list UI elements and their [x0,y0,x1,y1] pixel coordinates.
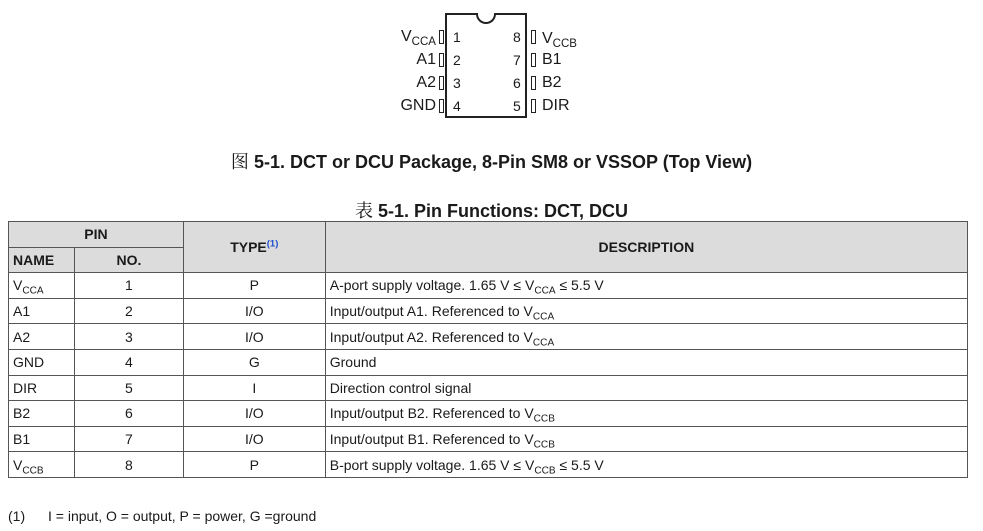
cell-type: I/O [183,324,325,350]
pin-label-b1: B1 [542,51,562,68]
figure-caption-text: 5-1. DCT or DCU Package, 8-Pin SM8 or VSSOP (Top View) [253,152,753,172]
pin-label-a1: A1 [416,51,436,68]
pin-label-dir: DIR [542,97,570,114]
pin-number-6: 6 [513,75,521,91]
cell-type: I/O [183,401,325,427]
figure-caption [0,148,983,174]
header-pin: PIN [9,222,184,248]
cell-no: 7 [74,426,183,452]
cell-type: P [183,452,325,478]
table-caption-prefix: 表 [354,201,373,222]
pin-lead-7 [531,53,536,67]
cell-name: $V_{CCB}$ [9,452,75,478]
cell-name: DIR [9,375,75,401]
cell-no: 3 [74,324,183,350]
pin-lead-3 [439,76,444,90]
cell-name: B1 [9,426,75,452]
cell-no: 8 [74,452,183,478]
cell-name: A2 [9,324,75,350]
table-row [9,349,968,375]
pin-label-gnd: GND [400,97,436,114]
figure-caption-prefix: 图 [230,152,249,173]
pin-number-3: 3 [453,75,461,91]
cell-name: GND [9,349,75,375]
table-row [9,375,968,401]
cell-type: I/O [183,426,325,452]
cell-no: 5 [74,375,183,401]
pin-number-1: 1 [453,29,461,45]
header-description: DESCRIPTION [325,222,967,273]
table-caption-text: 5-1. Pin Functions: DCT, DCU [378,201,629,221]
footnote [8,508,316,524]
table-row [9,298,968,324]
footnote-text: I = input, O = output, P = power, G =ground [48,508,317,524]
cell-type: G [183,349,325,375]
table-row [9,426,968,452]
pin-lead-1 [439,30,444,44]
cell-description: B-port supply voltage. 1.65 $V \le V_{CCB} \le 5.5$ V [325,452,967,478]
type-footnote-ref[interactable]: (1) [266,238,279,250]
pin-label-b2: B2 [542,74,562,91]
pin-label-vcca: $V_{CCA}$ [401,28,436,49]
pin-lead-6 [531,76,536,90]
cell-name: A1 [9,298,75,324]
pin-lead-5 [531,99,536,113]
cell-no: 1 [74,273,183,299]
cell-no: 2 [74,298,183,324]
cell-description: Direction control signal [325,375,967,401]
pin-label-a2: A2 [416,74,436,91]
pin-lead-2 [439,53,444,67]
pin-lead-8 [531,30,536,44]
cell-name: $V_{CCA}$ [9,273,75,299]
header-name: NAME [9,247,75,273]
table-row [9,401,968,427]
pin1-notch [476,13,496,24]
table-header-row [9,222,968,248]
header-no: NO. [74,247,183,273]
cell-name: B2 [9,401,75,427]
cell-description: Ground [325,349,967,375]
table-caption [0,197,983,223]
table-row [9,273,968,299]
footnote-number: (1) [8,508,26,524]
pin-number-7: 7 [513,52,521,68]
pin-label-vccb: $V_{CCB}$ [542,30,577,51]
cell-type: I/O [183,298,325,324]
cell-description: A-port supply voltage. 1.65 $V \le V_{CCA} \le 5.5$ V [325,273,967,299]
cell-no: 4 [74,349,183,375]
cell-type: I [183,375,325,401]
pin-number-2: 2 [453,52,461,68]
package-diagram [370,8,610,120]
header-type: TYPE$^{(1)}$ [183,222,325,273]
cell-description: Input/output A1. Referenced to $V_{CCA}$ [325,298,967,324]
table-row [9,452,968,478]
pin-functions-table [8,221,968,478]
pin-number-4: 4 [453,98,461,114]
cell-description: Input/output A2. Referenced to $V_{CCA}$ [325,324,967,350]
pin-number-8: 8 [513,29,521,45]
table-row [9,324,968,350]
pin-number-5: 5 [513,98,521,114]
cell-no: 6 [74,401,183,427]
cell-description: Input/output B1. Referenced to $V_{CCB}$ [325,426,967,452]
pin-lead-4 [439,99,444,113]
cell-description: Input/output B2. Referenced to $V_{CCB}$ [325,401,967,427]
cell-type: P [183,273,325,299]
